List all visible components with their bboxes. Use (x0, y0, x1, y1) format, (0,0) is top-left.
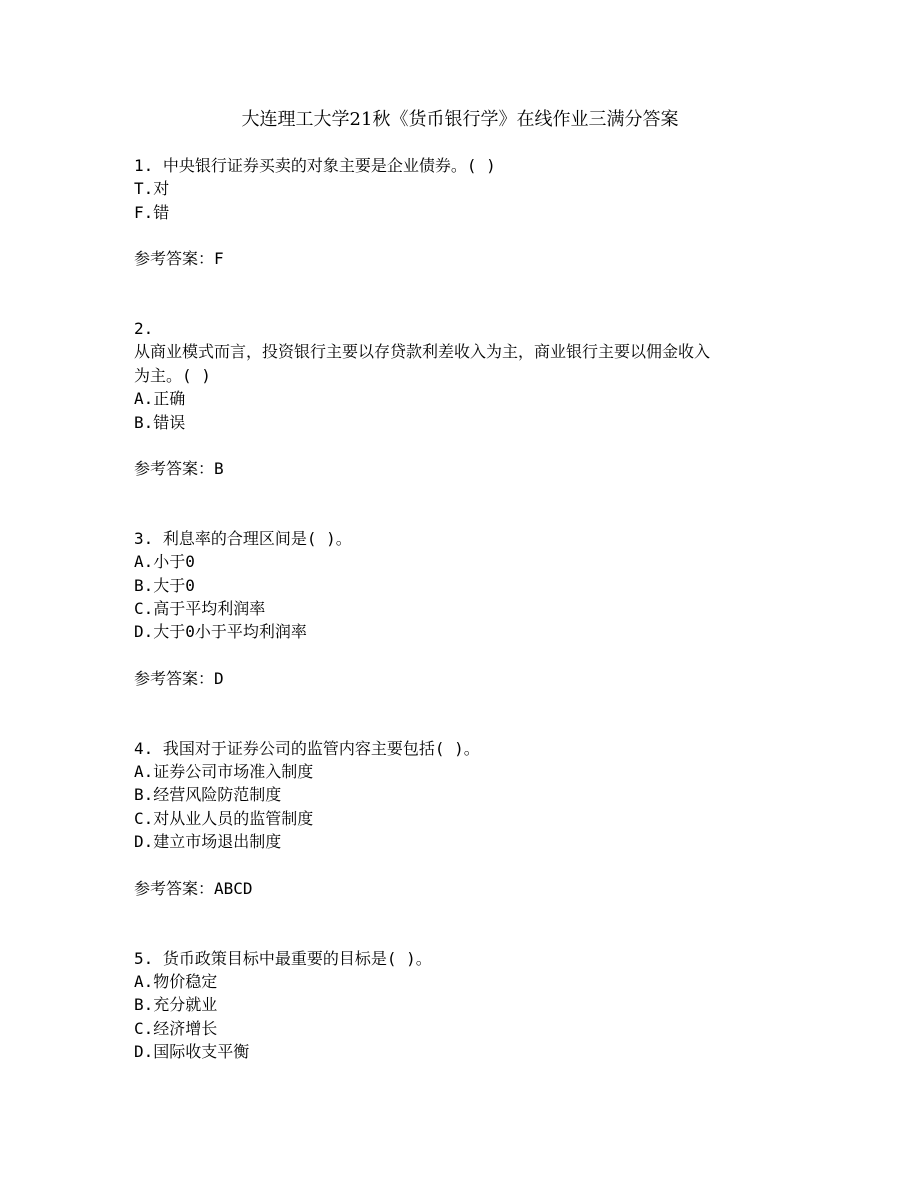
question-stem: 5. 货币政策目标中最重要的目标是( )。 (134, 948, 432, 968)
question-stem-line-2: 为主。( ) (134, 365, 211, 385)
question-spacer (134, 690, 794, 713)
option-b: B.充分就业 (134, 995, 218, 1015)
option-d: D.国际收支平衡 (134, 1042, 250, 1062)
option-a: A.小于0 (134, 552, 195, 572)
question-2 (134, 317, 794, 504)
option-t: T.对 (134, 179, 170, 199)
reference-answer: 参考答案：B (134, 459, 224, 479)
option-a: A.物价稳定 (134, 971, 218, 991)
question-list (134, 154, 794, 1087)
document-title: 大连理工大学21秋《货币银行学》在线作业三满分答案 (241, 109, 679, 130)
option-b: B.经营风险防范制度 (134, 785, 282, 805)
question-stem: 4. 我国对于证券公司的监管内容主要包括( )。 (134, 738, 480, 758)
question-3 (134, 527, 794, 714)
reference-answer: 参考答案：F (134, 249, 224, 269)
question-stem: 1. 中央银行证券买卖的对象主要是企业债券。( ) (134, 156, 496, 175)
option-d: D.建立市场退出制度 (134, 832, 282, 852)
option-a: A.证券公司市场准入制度 (134, 762, 314, 782)
question-1 (134, 154, 794, 294)
question-stem-line-1: 从商业模式而言，投资银行主要以存贷款利差收入为主，商业银行主要以佣金收入 (134, 342, 711, 362)
question-stem: 3. 利息率的合理区间是( )。 (134, 528, 352, 548)
option-c: C.高于平均利润率 (134, 599, 266, 619)
option-d: D.大于0小于平均利润率 (134, 622, 307, 642)
option-c: C.对从业人员的监管制度 (134, 808, 314, 828)
question-spacer (134, 271, 794, 294)
question-4 (134, 737, 794, 924)
reference-answer: 参考答案：D (134, 668, 224, 688)
option-b: B.大于0 (134, 575, 195, 595)
option-c: C.经济增长 (134, 1018, 218, 1038)
question-spacer (134, 900, 794, 923)
option-a: A.正确 (134, 389, 186, 409)
option-f: F.错 (134, 202, 170, 222)
question-spacer (134, 480, 794, 503)
question-number: 2. (134, 319, 154, 339)
option-b: B.错误 (134, 412, 186, 432)
reference-answer: 参考答案：ABCD (134, 878, 253, 898)
question-5 (134, 947, 794, 1064)
